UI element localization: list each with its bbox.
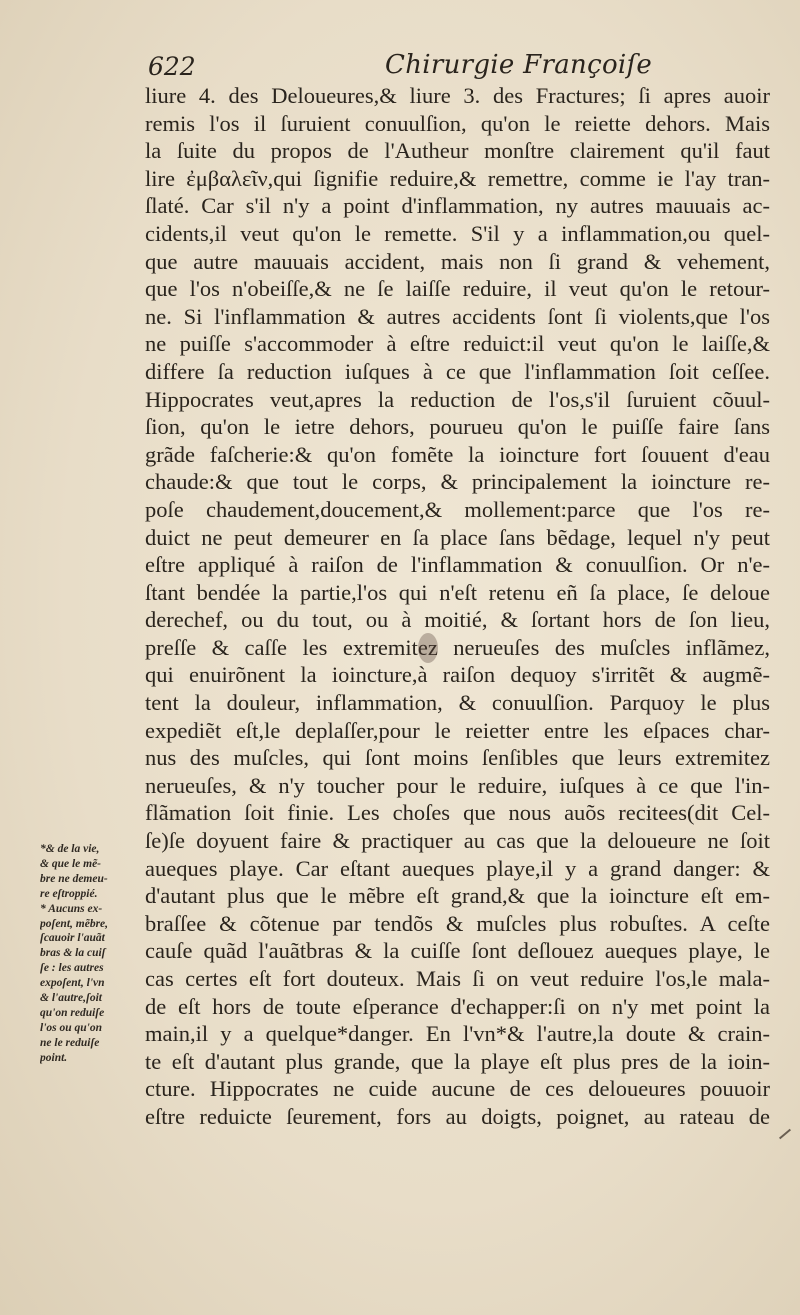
body-line: que l'os n'obeiſſe,& ne ſe laiſſe reduire, il veut qu'on le retour- — [145, 276, 770, 302]
body-line: differe ſa reduction iuſques à ce que l'inflammation ſoit ceſſee. — [145, 358, 770, 384]
body-line: remis l'os il ſuruient conuulſion, qu'on le reiette dehors. Mais — [145, 110, 770, 136]
margin-note-line: ſcauoir l'auãt — [40, 932, 105, 945]
body-text — [145, 82, 770, 1131]
body-line: eſtre reduicte ſeurement, fors au doigts, poignet, au rateau de — [145, 1103, 770, 1129]
margin-pen-mark — [779, 1129, 791, 1140]
body-line: ſtant bendée la partie,l'os qui n'eſt retenu eñ ſa place, ſe deloue — [145, 579, 770, 605]
body-line: ſe)ſe doyuent faire & practiquer au cas que la deloueure ne ſoit — [145, 828, 770, 854]
body-line: flãmation ſoit finie. Les choſes que nous auõs recitees(dit Cel- — [145, 800, 770, 826]
body-line: expediẽt eſt,le deplaſſer,pour le reietter entre les eſpaces char- — [145, 717, 770, 743]
body-line: nerueuſes, & n'y toucher pour le reduire, iuſques à ce que l'in- — [145, 772, 770, 798]
body-line: derechef, ou du tout, ou à moitié, & ſortant hors de ſon lieu, — [145, 607, 770, 633]
body-line: cidents,il veut qu'on le remette. S'il y a inflammation,ou quel- — [145, 220, 770, 246]
body-line: lire ἐμβαλεῖν,qui ſignifie reduire,& remettre, comme ie l'ay tran- — [145, 165, 770, 191]
margin-note-line: re eſtroppié. — [40, 887, 98, 900]
margin-note-line: bras & la cuiſ — [40, 947, 106, 960]
margin-note-line: ne le reduiſe — [40, 1036, 100, 1049]
body-line: que autre mauuais accident, mais non ſi grand & vehement, — [145, 248, 770, 274]
margin-note-line: expoſent, l'vn — [40, 977, 105, 990]
body-line: preſſe & caſſe les extremitez nerueuſes des muſcles inflãmez, — [145, 634, 770, 660]
margin-note-line: bre ne demeu- — [40, 872, 108, 885]
margin-note-line: * Aucuns ex- — [40, 902, 103, 915]
body-line: chaude:& que tout le corps, & principalement la ioincture re- — [145, 469, 770, 495]
body-line: nus des muſcles, qui ſont moins ſenſibles que leurs extremitez — [145, 745, 770, 771]
body-line: cauſe quãd l'auãtbras & la cuiſſe ſont deſlouez aueques playe, le — [145, 938, 770, 964]
body-line: duict ne peut demeurer en ſa place ſans bẽdage, lequel n'y peut — [145, 524, 770, 550]
margin-note-line: qu'on reduiſe — [40, 1006, 105, 1019]
body-line: ſion, qu'on le ietre dehors, pourueu qu'on le puiſſe faire ſans — [145, 414, 770, 440]
body-line: ne puiſſe s'accommoder à eſtre reduict:il veut qu'on le laiſſe,& — [145, 331, 770, 357]
body-line: liure 4. des Deloueures,& liure 3. des Fractures; ſi apres auoir — [145, 83, 770, 108]
body-line: cture. Hippocrates ne cuide aucune de ces deloueures pouuoir — [145, 1076, 770, 1102]
body-line: main,il y a quelque*danger. En l'vn*& l'autre,la doute & crain- — [145, 1021, 770, 1047]
body-line: eſtre appliqué à raiſon de l'inflammation & conuulſion. Or n'e- — [145, 552, 770, 578]
body-line: Hippocrates veut,apres la reduction de l'os,s'il ſuruient cõuul- — [145, 386, 770, 412]
body-line: cas certes eſt fort douteux. Mais ſi on veut reduire l'os,le mala- — [145, 966, 770, 991]
body-line: de eſt hors de toute eſperance d'echapper:ſi on n'y met point la — [145, 993, 770, 1019]
running-title: Chirurgie Françoiſe — [385, 50, 653, 80]
margin-note-line: ſe : les autres — [40, 962, 104, 975]
body-line: te eſt d'autant plus grande, que la playe eſt plus pres de la ioin- — [145, 1048, 770, 1074]
body-line: ſlaté. Car s'il n'y a point d'inflammation, ny autres mauuais ac- — [145, 193, 770, 219]
margin-note-line: l'os ou qu'on — [40, 1021, 102, 1034]
body-line: braſſee & cõtenue par tendõs & muſcles plus robuſtes. A ceſte — [145, 910, 770, 936]
margin-note-line: & que le mẽ- — [40, 857, 101, 870]
body-line: ne. Si l'inflammation & autres accidents ſont ſi violents,que l'os — [145, 303, 770, 329]
body-line: qui enuirõnent la ioincture,à raiſon dequoy s'irritẽt & augmẽ- — [145, 662, 770, 688]
margin-note-line: point. — [40, 1051, 68, 1064]
margin-note-line: *& de la vie, — [40, 843, 100, 855]
margin-notes — [40, 842, 144, 1066]
body-line: d'autant plus que le mẽbre eſt grand,& que la ioincture eſt em- — [145, 883, 770, 909]
margin-note-line: poſent, mẽbre, — [40, 917, 109, 930]
body-line: poſe chaudement,doucement,& mollement:parce que l'os re- — [145, 496, 770, 522]
ink-stain — [418, 633, 438, 663]
body-line: aueques playe. Car eſtant aueques playe,il y a grand danger: & — [145, 855, 770, 881]
page-number: 622 — [148, 52, 196, 81]
body-line: grãde faſcherie:& qu'on fomẽte la ioincture fort ſouuent d'eau — [145, 441, 770, 467]
body-line: tent la douleur, inflammation, & conuulſion. Parquoy le plus — [145, 690, 770, 716]
margin-note-line: & l'autre,ſoit — [40, 992, 102, 1005]
body-line: la ſuite du propos de l'Autheur monſtre clairement qu'il faut — [145, 138, 770, 164]
